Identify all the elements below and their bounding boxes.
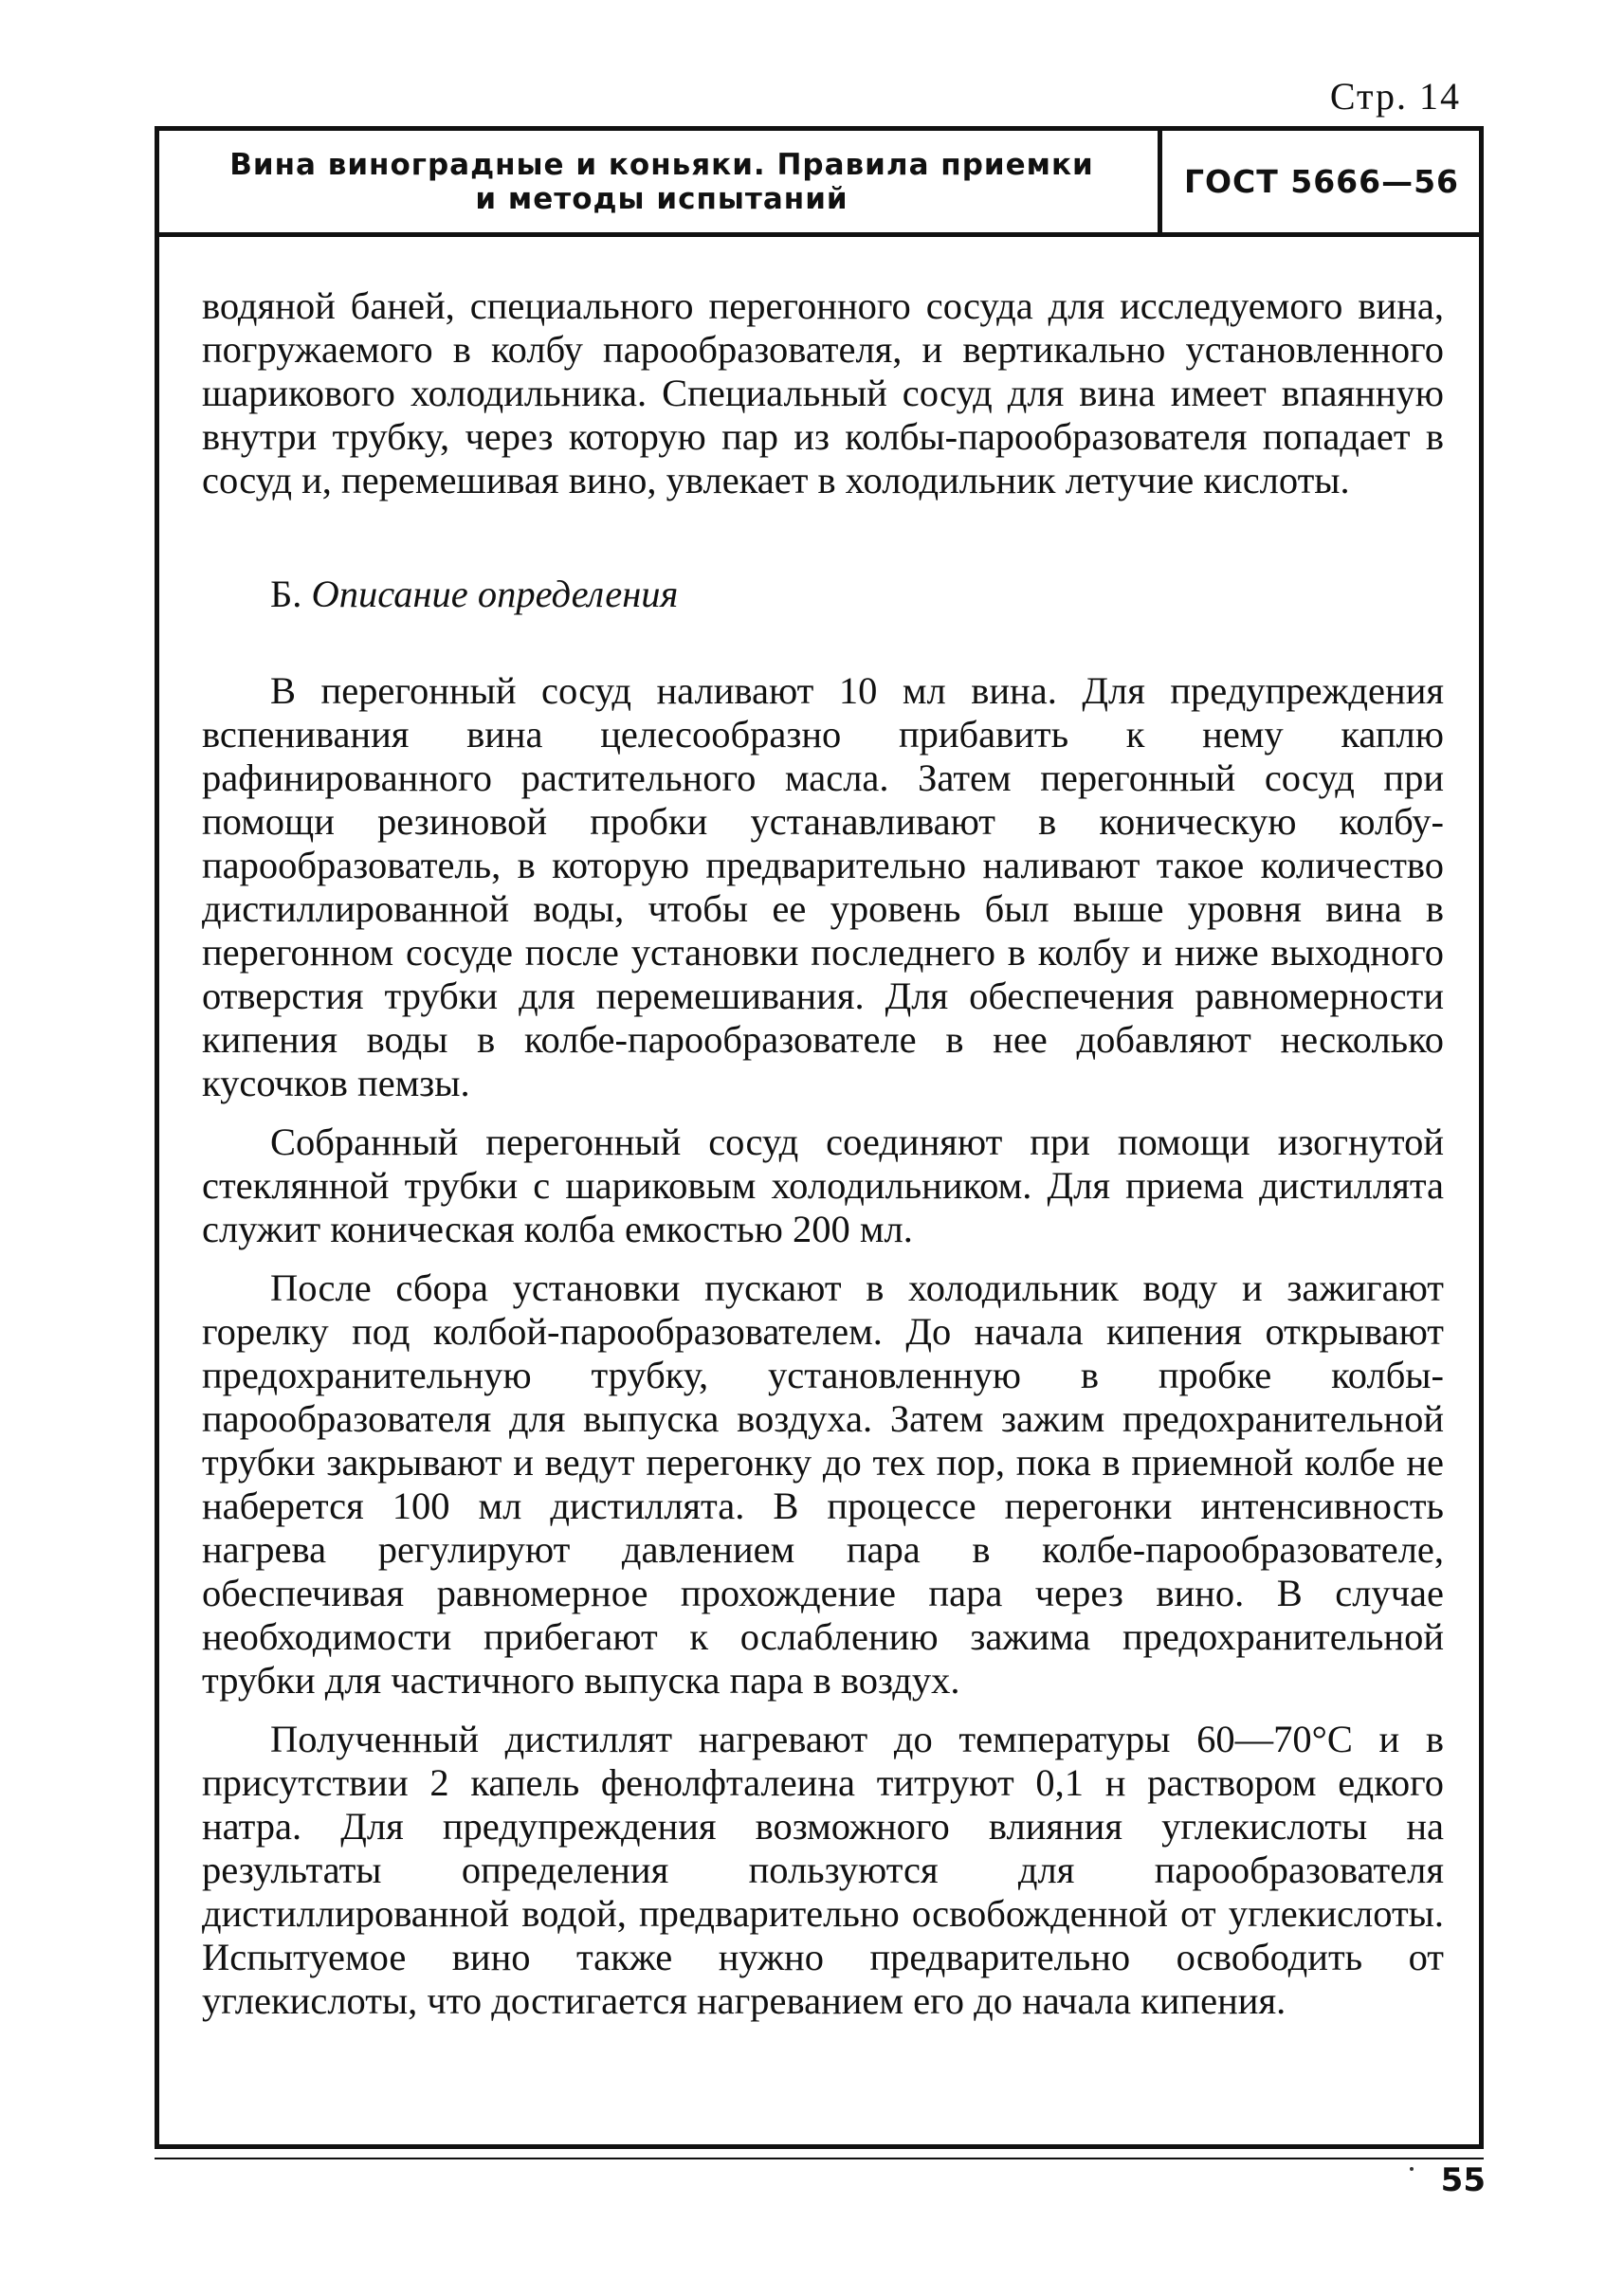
print-speck bbox=[1410, 2167, 1414, 2171]
header-title-line-2: и методы испытаний bbox=[475, 182, 848, 216]
page-frame bbox=[155, 126, 1484, 2146]
header-divider bbox=[1158, 131, 1162, 232]
paragraph-3: Собранный перегонный сосуд соединяют при помощи изогнутой стеклянной трубки с шариковым холодильником. Для приема дистиллята служит коническая колба емкостью 200 мл. bbox=[202, 1120, 1444, 1250]
standard-code: ГОСТ 5666—56 bbox=[1183, 163, 1460, 200]
frame-bottom-rule bbox=[155, 2144, 1484, 2149]
section-heading-text: Описание определения bbox=[311, 573, 679, 615]
paragraph-5: Полученный дистиллят нагревают до температуры 60—70°С и в присутствии 2 капель фенолфталеина титруют 0,1 н раствором едкого натра. Для предупреждения возможного влияния углекислоты на результаты определения пользуются для парообразователя дистиллированной водой, предварительно освобожденной от углекислоты. Испытуемое вино также нужно предварительно освободить от углекислоты, что достигается нагреванием его до начала кипения. bbox=[202, 1718, 1444, 2022]
frame-bottom-thin-rule bbox=[155, 2158, 1484, 2159]
section-heading bbox=[202, 573, 1444, 616]
header-title-line-1: Вина виноградные и коньяки. Правила приемки bbox=[229, 148, 1094, 182]
document-header bbox=[159, 131, 1479, 237]
paragraph-4: После сбора установки пускают в холодильник воду и зажигают горелку под колбой-парообразователем. До начала кипения открывают предохранительную трубку, установленную в пробке колбы-парообразователя для выпуска воздуха. Затем зажим предохранительной трубки закрывают и ведут перегонку до тех пор, пока в приемной колбе не наберется 100 мл дистиллята. В процессе перегонки интенсивность нагрева регулируют давлением пара в колбе-парообразователе, обеспечивая равномерное прохождение пара через вино. В случае необходимости прибегают к ослаблению зажима предохранительной трубки для частичного выпуска пара в воздух. bbox=[202, 1266, 1444, 1702]
page-label-top: Стр. 14 bbox=[1329, 75, 1461, 118]
paragraph-1: водяной баней, специального перегонного сосуда для исследуемого вина, погружаемого в колбу парообразователя, и вертикально установленного шарикового холодильника. Специальный сосуд для вина имеет впаянную внутри трубку, через которую пар из колбы-парообразователя попадает в сосуд и, перемешивая вино, увлекает в холодильник летучие кислоты. bbox=[202, 284, 1444, 501]
header-title bbox=[159, 148, 1164, 216]
body-text bbox=[202, 284, 1444, 2023]
page-number: 55 bbox=[1440, 2161, 1486, 2199]
paragraph-2: В перегонный сосуд наливают 10 мл вина. Для предупреждения вспенивания вина целесообразно прибавить к нему каплю рафинированного растительного масла. Затем перегонный сосуд при помощи резиновой пробки устанавливают в коническую колбу-парообразователь, в которую предварительно наливают такое количество дистиллированной воды, чтобы ее уровень был выше уровня вина в перегонном сосуде после установки последнего в колбу и ниже выходного отверстия трубки для перемешивания. Для обеспечения равномерности кипения воды в колбе-парообразователе в нее добавляют несколько кусочков пемзы. bbox=[202, 669, 1444, 1104]
section-heading-prefix: Б. bbox=[270, 573, 302, 615]
